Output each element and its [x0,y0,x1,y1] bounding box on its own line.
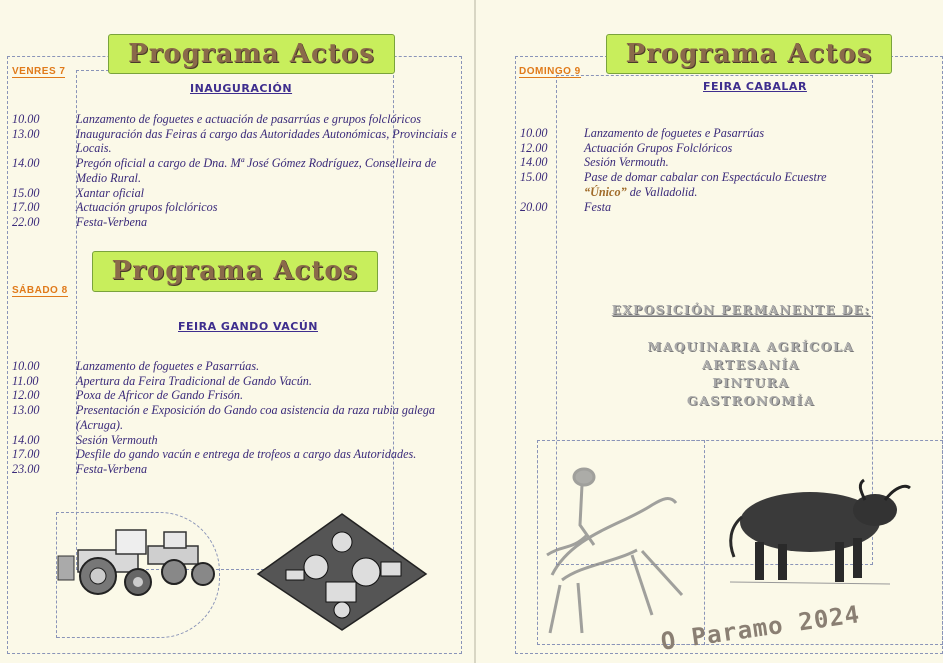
day-label-sabado: SÁBADO 8 [12,285,68,296]
schedule-venres [12,112,462,230]
program-banner-right: Programa Actos [606,34,892,74]
day-label-domingo: DOMINGO 9 [519,66,581,77]
event-row: 11.00 Apertura da Feira Tradicional de Gando Vacún. [12,373,312,388]
section-title-gando: FEIRA GANDO VACÚN [178,320,318,333]
section-title-cabalar: FEIRA CABALAR [703,80,807,93]
schedule-sabado [12,359,462,477]
exposition-item: MAQUINARIA AGRÍCOLA [647,339,855,354]
exposition-list [596,338,906,410]
event-row: 15.00 Xantar oficial [12,185,145,200]
signature-year: O Paramo 2024 [659,600,862,656]
event-row: 20.00 Festa [520,199,612,214]
event-row: 17.00 Actuación grupos folclóricos [12,200,218,215]
event-row: 23.00 Festa-Verbena [12,461,148,476]
event-row: 12.00 Actuación Grupos Folclóricos [520,140,733,155]
exposition-item: GASTRONOMÍA [686,393,816,408]
event-row: 15.00 Pase de domar cabalar con Espectáculo Ecuestre “Único” de Valladolid. [520,170,827,199]
exposition-item: PINTURA [712,375,790,390]
program-banner-mid: Programa Actos [92,251,378,292]
exposition-item: ARTESANÍA [702,357,800,372]
horse-rider-sketch [542,455,702,640]
exposition-title: EXPOSICIÓN PERMANENTE DE: [611,303,871,317]
schedule-domingo [520,126,920,214]
event-row: 10.00 Lanzamento de foguetes e Pasarrúas [520,126,765,140]
bull-illustration [720,472,915,592]
right-page [476,0,943,663]
event-row: 14.00 Sesión Vermouth. [520,155,669,170]
event-row: 13.00 Inauguración das Feiras á cargo das Autoridades Autonómicas, Provinciais e Locais. [12,126,457,156]
event-row: 22.00 Festa-Verbena [12,214,148,229]
event-row: 13.00 Presentación e Exposición do Gando coa asistencia da raza rubia galega (Acruga). [12,403,436,432]
day-label-venres: VENRES 7 [12,66,66,77]
program-banner-top: Programa Actos [108,34,395,74]
tractor-illustration [56,520,221,610]
event-row: 12.00 Poxa de Africor de Gando Frisón. [12,388,243,403]
event-row: 17.00 Desfile do gando vacún e entrega de trofeos a cargo das Autoridades. [12,447,417,462]
event-row: 14.00 Sesión Vermouth [12,432,158,447]
collage-diamond [256,512,428,632]
section-title-inauguracion: INAUGURACIÓN [190,82,293,95]
show-name: “Único” [584,184,627,199]
event-row: 14.00 Pregón oficial a cargo de Dna. Mª José Gómez Rodríguez, Conselleira de Medio Rural. [12,156,437,185]
event-row: 10.00 Lanzamento de foguetes e Pasarrúas. [12,359,260,373]
event-row: 10.00 Lanzamento de foguetes e actuación de pasarrúas e grupos folclóricos [12,112,421,126]
